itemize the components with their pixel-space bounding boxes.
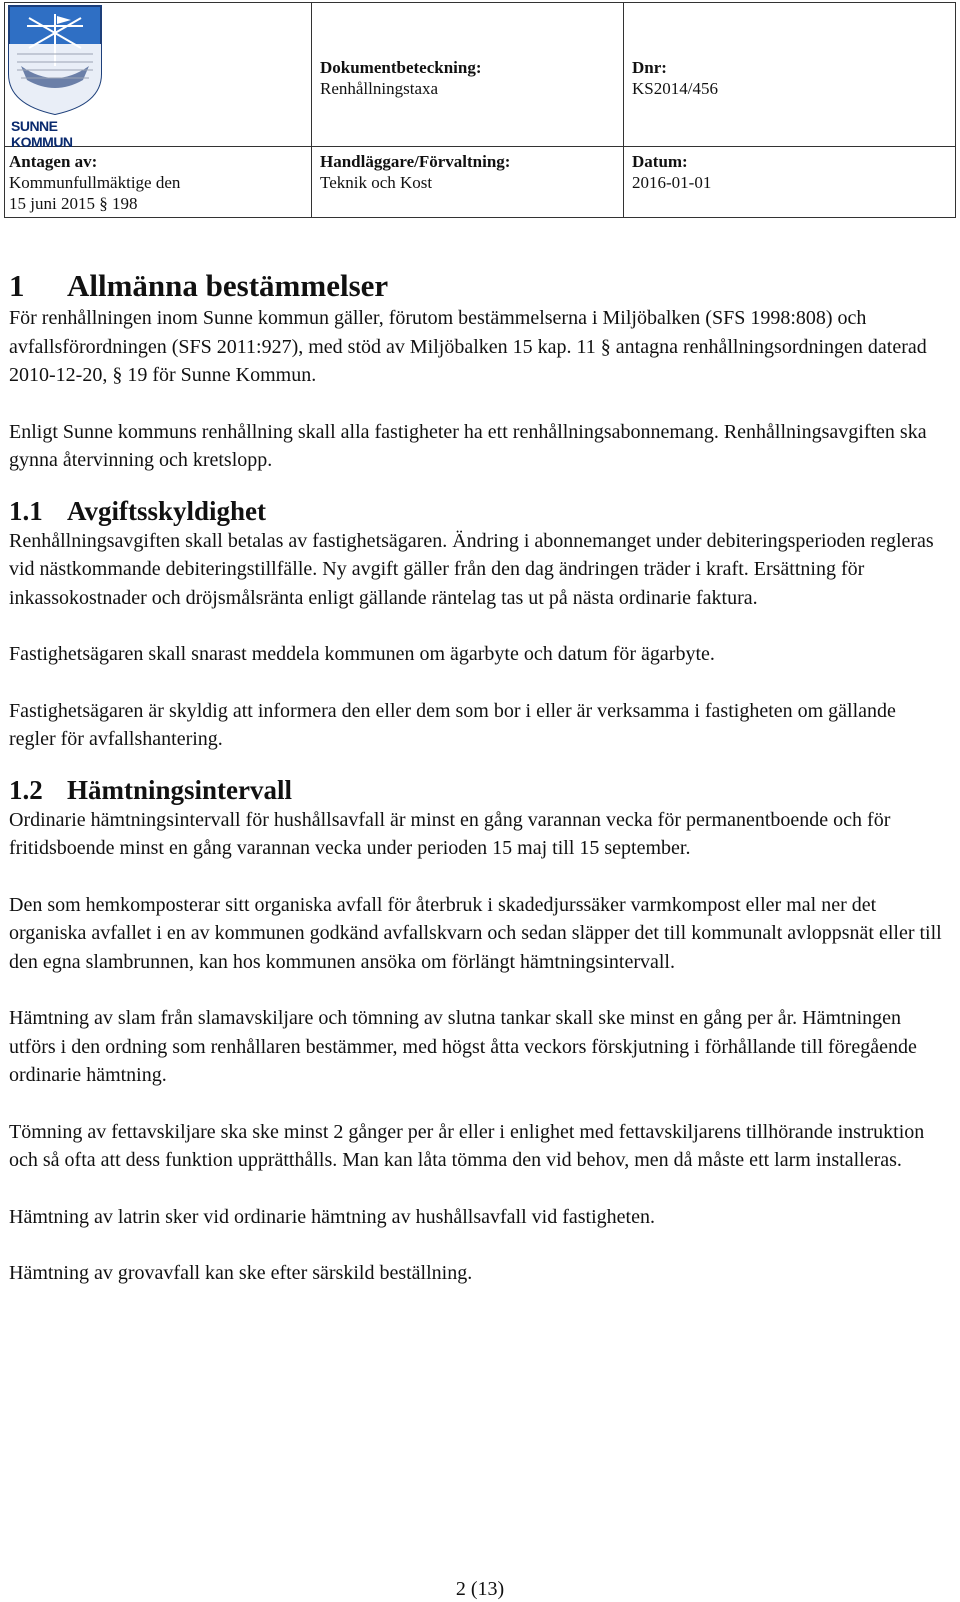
section-number: 1.1 — [9, 495, 43, 526]
dnr-label: Dnr: — [632, 58, 667, 77]
adopted-by-label: Antagen av: — [9, 152, 98, 171]
adopted-by-cell — [9, 151, 180, 214]
adopted-by-date: 15 juni 2015 § 198 — [9, 194, 138, 213]
handler-value: Teknik och Kost — [320, 173, 433, 192]
paragraph: Hämtning av slam från slamavskiljare och tömning av slutna tankar skall ske minst en gång per år. Hämtningen utförs i den ordning som renhållaren bestämmer, med högst åtta veckors förskjutning i förhållande till föregående ordinarie hämtning. — [9, 1007, 917, 1086]
paragraph: Ordinarie hämtningsintervall för hushållsavfall är minst en gång varannan vecka för permanentboende och för fritidsboende minst en gång varannan vecka under perioden 15 maj till 15 september. — [9, 808, 891, 859]
doc-designation-value: Renhållningstaxa — [320, 79, 439, 98]
date-cell — [632, 151, 711, 193]
dnr-cell — [632, 57, 718, 99]
page-number: 2 (13) — [455, 1578, 505, 1600]
adopted-by-value: Kommunfullmäktige den — [9, 173, 181, 192]
paragraph: Fastighetsägaren är skyldig att informera den eller dem som bor i eller är verksamma i fastigheten om gällande regler för avfallshantering. — [9, 699, 896, 750]
handler-label: Handläggare/Förvaltning: — [320, 152, 511, 171]
municipality-logo — [7, 4, 103, 150]
section-number: 1 — [9, 268, 25, 303]
handler-cell — [320, 151, 510, 193]
section-title: Avgiftsskyldighet — [67, 495, 267, 526]
date-label: Datum: — [632, 152, 688, 171]
paragraph: Fastighetsägaren skall snarast meddela kommunen om ägarbyte och datum för ägarbyte. — [9, 643, 715, 665]
paragraph: För renhållningen inom Sunne kommun gäller, förutom bestämmelserna i Miljöbalken (SFS 1998:808) och avfallsförordningen (SFS 2011:927), med stöd av Miljöbalken 15 kap. 11 § antagna renhållningsordningen daterad 2010-12-20, § 19 för Sunne Kommun. — [9, 307, 927, 386]
section-1-heading — [9, 268, 944, 304]
section-1-1-heading — [9, 495, 944, 527]
dnr-value: KS2014/456 — [632, 79, 718, 98]
paragraph: Renhållningsavgiften skall betalas av fastighetsägaren. Ändring i abonnemanget under debiteringsperioden regleras vid nästkommande debiteringstillfälle. Ny avgift gäller från den dag ändringen träder i kraft. Ersättning för inkassokostnader och dröjsmålsränta enligt gällande räntelag tas ut på nästa ordinarie faktura. — [9, 529, 934, 609]
section-title: Hämtningsintervall — [67, 774, 293, 805]
header-divider — [623, 3, 624, 217]
paragraph: Tömning av fettavskiljare ska ske minst 2 gånger per år eller i enlighet med fettavskiljarens tillhörande instruktion och så ofta att dess funktion upprätthålls. Man kan låta tömma den vid behov, men då måste ett larm installeras. — [9, 1120, 925, 1171]
header-divider — [311, 3, 312, 217]
paragraph: Enligt Sunne kommuns renhållning skall alla fastigheter ha ett renhållningsabonnemang. Renhållningsavgiften ska gynna återvinning och kretslopp. — [9, 420, 927, 471]
paragraph: Hämtning av latrin sker vid ordinarie hämtning av hushållsavfall vid fastigheten. — [9, 1205, 655, 1228]
paragraph: Den som hemkomposterar sitt organiska avfall för återbruk i skadedjurssäker varmkompost eller mal ner det organiska avfallet i en av kommunen godkänd avfallskvarn och sedan släpper det till kommunalt avloppsnät eller till den egna slambrunnen, kan hos kommunen ansöka om förlängt hämtningsintervall. — [9, 893, 942, 973]
date-value: 2016-01-01 — [632, 173, 712, 192]
section-1-2-heading — [9, 774, 944, 806]
document-header-table — [4, 2, 956, 218]
logo-text: SUNNE KOMMUN — [11, 118, 73, 150]
section-title: Allmänna bestämmelser — [67, 268, 389, 303]
doc-designation-cell — [320, 57, 482, 99]
doc-designation-label: Dokumentbeteckning: — [320, 58, 482, 77]
document-body — [9, 268, 944, 1288]
paragraph: Hämtning av grovavfall kan ske efter särskild beställning. — [9, 1262, 473, 1284]
header-divider — [5, 146, 955, 147]
section-number: 1.2 — [9, 774, 43, 805]
